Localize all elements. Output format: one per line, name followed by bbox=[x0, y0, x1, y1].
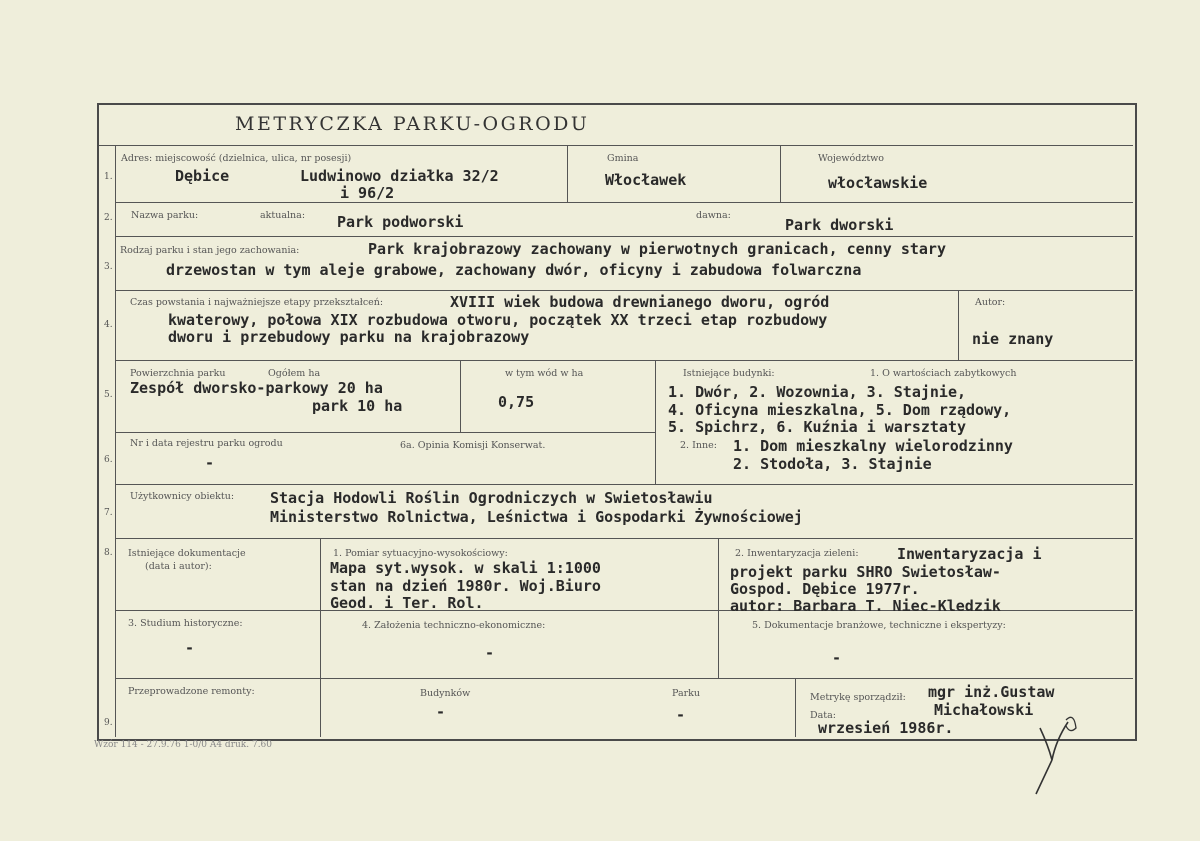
pomiar-line1: Mapa syt.wysok. w skali 1:1000 bbox=[330, 559, 601, 577]
gmina-label: Gmina bbox=[607, 153, 639, 164]
row-number: 7. bbox=[104, 508, 113, 518]
dawna-label: dawna: bbox=[696, 210, 731, 221]
rodzaj-value-line1: Park krajobrazowy zachowany w pierwotnych granicach, cenny stary bbox=[368, 240, 946, 258]
adres-value-line1: Ludwinowo działka 32/2 bbox=[300, 167, 499, 185]
col-line bbox=[718, 538, 719, 679]
powierzchnia-label: Powierzchnia parku bbox=[130, 368, 226, 379]
zalozenia-label: 4. Założenia techniczno-ekonomiczne: bbox=[362, 620, 546, 631]
sporzadzil-label: Metrykę sporządził: bbox=[810, 692, 906, 703]
dawna-value: Park dworski bbox=[785, 216, 894, 234]
inwentaryzacja-line2: projekt parku SHRO Swietosław- bbox=[730, 563, 1001, 581]
row-number: 9. bbox=[104, 718, 113, 728]
studium-label: 3. Studium historyczne: bbox=[128, 618, 243, 629]
inwentaryzacja-line4: autor: Barbara T. Niec-Kledzik bbox=[730, 597, 1001, 615]
row-number: 2. bbox=[104, 213, 113, 223]
row-divider bbox=[115, 290, 1133, 291]
wody-value: 0,75 bbox=[498, 393, 535, 411]
pomiar-line3: Geod. i Ter. Rol. bbox=[330, 594, 484, 612]
row-number: 8. bbox=[104, 548, 113, 558]
wojewodztwo-value: włocławskie bbox=[828, 174, 928, 192]
parku-label: Parku bbox=[672, 688, 701, 699]
aktualna-value: Park podworski bbox=[337, 213, 464, 231]
col-line bbox=[567, 145, 568, 202]
opinia-label: 6a. Opinia Komisji Konserwat. bbox=[400, 440, 546, 451]
uzytkownicy-label: Użytkownicy obiektu: bbox=[130, 491, 235, 502]
pomiar-line2: stan na dzień 1980r. Woj.Biuro bbox=[330, 577, 601, 595]
autor-label: Autor: bbox=[975, 297, 1006, 308]
zabytkowe-line3: 5. Spichrz, 6. Kuźnia i warsztaty bbox=[668, 418, 967, 436]
inwentaryzacja-line1: Inwentaryzacja i bbox=[897, 545, 1042, 563]
zespol-value: Zespół dworsko-parkowy 20 ha bbox=[130, 379, 383, 397]
inne-label: 2. Inne: bbox=[680, 440, 717, 451]
wody-label: w tym wód w ha bbox=[505, 368, 584, 379]
dokumentacje-sublabel: (data i autor): bbox=[145, 561, 212, 572]
col-line bbox=[460, 360, 461, 432]
budynkow-value: - bbox=[436, 703, 446, 721]
number-column-line bbox=[115, 145, 116, 737]
row-divider bbox=[99, 145, 1133, 146]
inwentaryzacja-label: 2. Inwentaryzacja zieleni: bbox=[735, 548, 859, 559]
nazwa-label: Nazwa parku: bbox=[131, 210, 199, 221]
print-footer: Wzór 114 - 27.9.76 1-0/0 A4 druk. 7.60 bbox=[94, 740, 273, 750]
rodzaj-value-line2: drzewostan w tym aleje grabowe, zachowany dwór, oficyny i zabudowa folwarczna bbox=[166, 261, 862, 279]
wojewodztwo-label: Województwo bbox=[818, 153, 885, 164]
col-line bbox=[655, 360, 656, 484]
rejestr-value: - bbox=[205, 454, 215, 472]
adres-label: Adres: miejscowość (dzielnica, ulica, nr posesji) bbox=[121, 153, 352, 164]
row-divider bbox=[115, 484, 1133, 485]
sporzadzil-value: mgr inż.Gustaw bbox=[928, 683, 1055, 701]
dokumentacje-branzowe-value: - bbox=[832, 649, 842, 667]
row-divider bbox=[115, 202, 1133, 203]
row-divider bbox=[115, 432, 655, 433]
row-number: 5. bbox=[104, 390, 113, 400]
zabytkowe-label: 1. O wartościach zabytkowych bbox=[870, 368, 1017, 379]
col-line bbox=[958, 290, 959, 360]
form-title: METRYCZKA PARKU-OGRODU bbox=[235, 113, 590, 135]
data-label: Data: bbox=[810, 710, 836, 721]
czas-value-line3: dworu i przebudowy parku na krajobrazowy bbox=[168, 328, 530, 346]
row-number: 1. bbox=[104, 172, 113, 182]
autor-value: nie znany bbox=[972, 330, 1054, 348]
col-line bbox=[780, 145, 781, 202]
inwentaryzacja-line3: Gospod. Dębice 1977r. bbox=[730, 580, 920, 598]
data-value: wrzesień 1986r. bbox=[818, 719, 954, 737]
parku-value: - bbox=[676, 706, 686, 724]
studium-value: - bbox=[185, 639, 195, 657]
dokumentacje-branzowe-label: 5. Dokumentacje branżowe, techniczne i ekspertyzy: bbox=[752, 620, 1006, 631]
row-number: 4. bbox=[104, 320, 113, 330]
inne-line1: 1. Dom mieszkalny wielorodzinny bbox=[733, 437, 1013, 455]
ogolem-label: Ogółem ha bbox=[268, 368, 321, 379]
pomiar-label: 1. Pomiar sytuacyjno-wysokościowy: bbox=[333, 548, 508, 559]
inne-line2: 2. Stodoła, 3. Stajnie bbox=[733, 455, 932, 473]
col-line bbox=[320, 538, 321, 737]
gmina-value: Włocławek bbox=[605, 171, 687, 189]
budynkow-label: Budynków bbox=[420, 688, 471, 699]
col-line bbox=[795, 678, 796, 737]
miejscowosc-value: Dębice bbox=[175, 167, 230, 185]
nazwisko-value: Michałowski bbox=[934, 701, 1034, 719]
aktualna-label: aktualna: bbox=[260, 210, 306, 221]
adres-value-line2: i 96/2 bbox=[340, 184, 395, 202]
zabytkowe-line1: 1. Dwór, 2. Wozownia, 3. Stajnie, bbox=[668, 383, 967, 401]
czas-value-line2: kwaterowy, połowa XIX rozbudowa otworu, początek XX trzeci etap rozbudowy bbox=[168, 311, 828, 329]
row-divider bbox=[115, 360, 1133, 361]
row-number: 6. bbox=[104, 455, 113, 465]
uzytkownicy-line1: Stacja Hodowli Roślin Ogrodniczych w Swietosławiu bbox=[270, 489, 713, 507]
rejestr-label: Nr i data rejestru parku ogrodu bbox=[130, 438, 283, 449]
zabytkowe-line2: 4. Oficyna mieszkalna, 5. Dom rządowy, bbox=[668, 401, 1012, 419]
zalozenia-value: - bbox=[485, 644, 495, 662]
form-frame bbox=[97, 103, 1137, 741]
park-area-value: park 10 ha bbox=[312, 397, 403, 415]
uzytkownicy-line2: Ministerstwo Rolnictwa, Leśnictwa i Gospodarki Żywnościowej bbox=[270, 508, 803, 526]
remonty-label: Przeprowadzone remonty: bbox=[128, 686, 255, 697]
signature-mark bbox=[1030, 700, 1090, 799]
czas-label: Czas powstania i najważniejsze etapy przekształceń: bbox=[130, 297, 384, 308]
row-number: 3. bbox=[104, 262, 113, 272]
rodzaj-label: Rodzaj parku i stan jego zachowania: bbox=[120, 245, 300, 256]
czas-value-line1: XVIII wiek budowa drewnianego dworu, ogród bbox=[450, 293, 830, 311]
row-divider bbox=[115, 678, 1133, 679]
budynki-label: Istniejące budynki: bbox=[683, 368, 775, 379]
row-divider bbox=[115, 236, 1133, 237]
dokumentacje-label: Istniejące dokumentacje bbox=[128, 548, 246, 559]
row-divider bbox=[115, 538, 1133, 539]
